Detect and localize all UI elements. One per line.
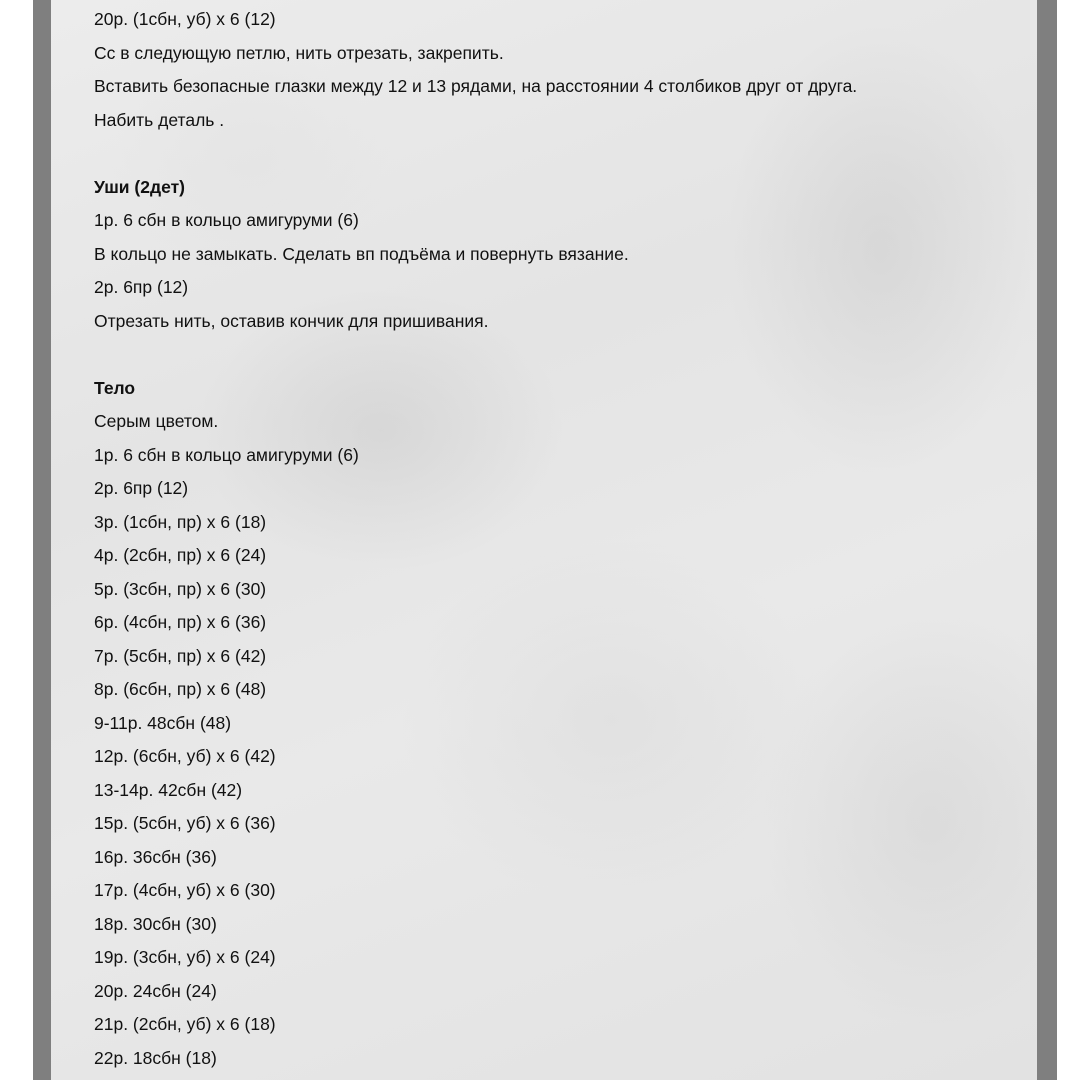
body-line: 21р. (2сбн, уб) х 6 (18) xyxy=(94,1014,276,1034)
intro-line: 20р. (1сбн, уб) х 6 (12) xyxy=(94,9,276,29)
section-gap xyxy=(94,137,1014,171)
intro-line: Набить деталь . xyxy=(94,109,225,130)
body-line: 16р. 36сбн (36) xyxy=(94,846,217,867)
body-line: 19р. (3сбн, уб) х 6 (24) xyxy=(94,947,276,967)
body-line: 3р. (1сбн, пр) х 6 (18) xyxy=(94,511,267,532)
body-line: 18р. 30сбн (30) xyxy=(94,913,217,934)
body-line: 22р. 18сбн (18) xyxy=(94,1047,217,1068)
ears-line: 2р. 6пр (12) xyxy=(94,277,189,297)
body-line: 2р. 6пр (12) xyxy=(94,478,189,498)
body-line: 6р. (4сбн, пр) х 6 (36) xyxy=(94,612,267,632)
body-line: 5р. (3сбн, пр) х 6 (30) xyxy=(94,578,267,599)
outer-margin-right xyxy=(1057,0,1080,1080)
section-gap xyxy=(94,338,1014,372)
body-line: 9-11р. 48сбн (48) xyxy=(94,712,232,733)
body-line: Серым цветом. xyxy=(94,411,219,431)
page-frame-left xyxy=(33,0,51,1080)
body-line: 20р. 24сбн (24) xyxy=(94,980,217,1001)
ears-line: Отрезать нить, оставив кончик для пришивания. xyxy=(94,310,489,331)
body-line: 15р. (5сбн, уб) х 6 (36) xyxy=(94,813,276,833)
intro-line: Сс в следующую петлю, нить отрезать, закрепить. xyxy=(94,42,504,63)
ears-line: В кольцо не замыкать. Сделать вп подъёма и повернуть вязание. xyxy=(94,243,629,264)
ears-heading: Уши (2дет) xyxy=(94,176,185,197)
body-line: 13-14р. 42сбн (42) xyxy=(94,779,243,800)
ears-line: 1р. 6 сбн в кольцо амигуруми (6) xyxy=(94,210,359,230)
body-line: 8р. (6сбн, пр) х 6 (48) xyxy=(94,679,267,699)
page-frame-right xyxy=(1037,0,1057,1080)
body-line: 1р. 6 сбн в кольцо амигуруми (6) xyxy=(94,444,359,465)
body-heading: Тело xyxy=(94,377,136,398)
pattern-text xyxy=(94,3,1014,1075)
body-line: 7р. (5сбн, пр) х 6 (42) xyxy=(94,645,267,666)
body-line: 12р. (6сбн, уб) х 6 (42) xyxy=(94,746,276,766)
document-page xyxy=(51,0,1037,1080)
intro-line: Вставить безопасные глазки между 12 и 13 рядами, на расстоянии 4 столбиков друг от друга. xyxy=(94,76,858,96)
body-line: 17р. (4сбн, уб) х 6 (30) xyxy=(94,880,276,900)
body-line: 4р. (2сбн, пр) х 6 (24) xyxy=(94,545,267,565)
outer-margin-left xyxy=(0,0,33,1080)
